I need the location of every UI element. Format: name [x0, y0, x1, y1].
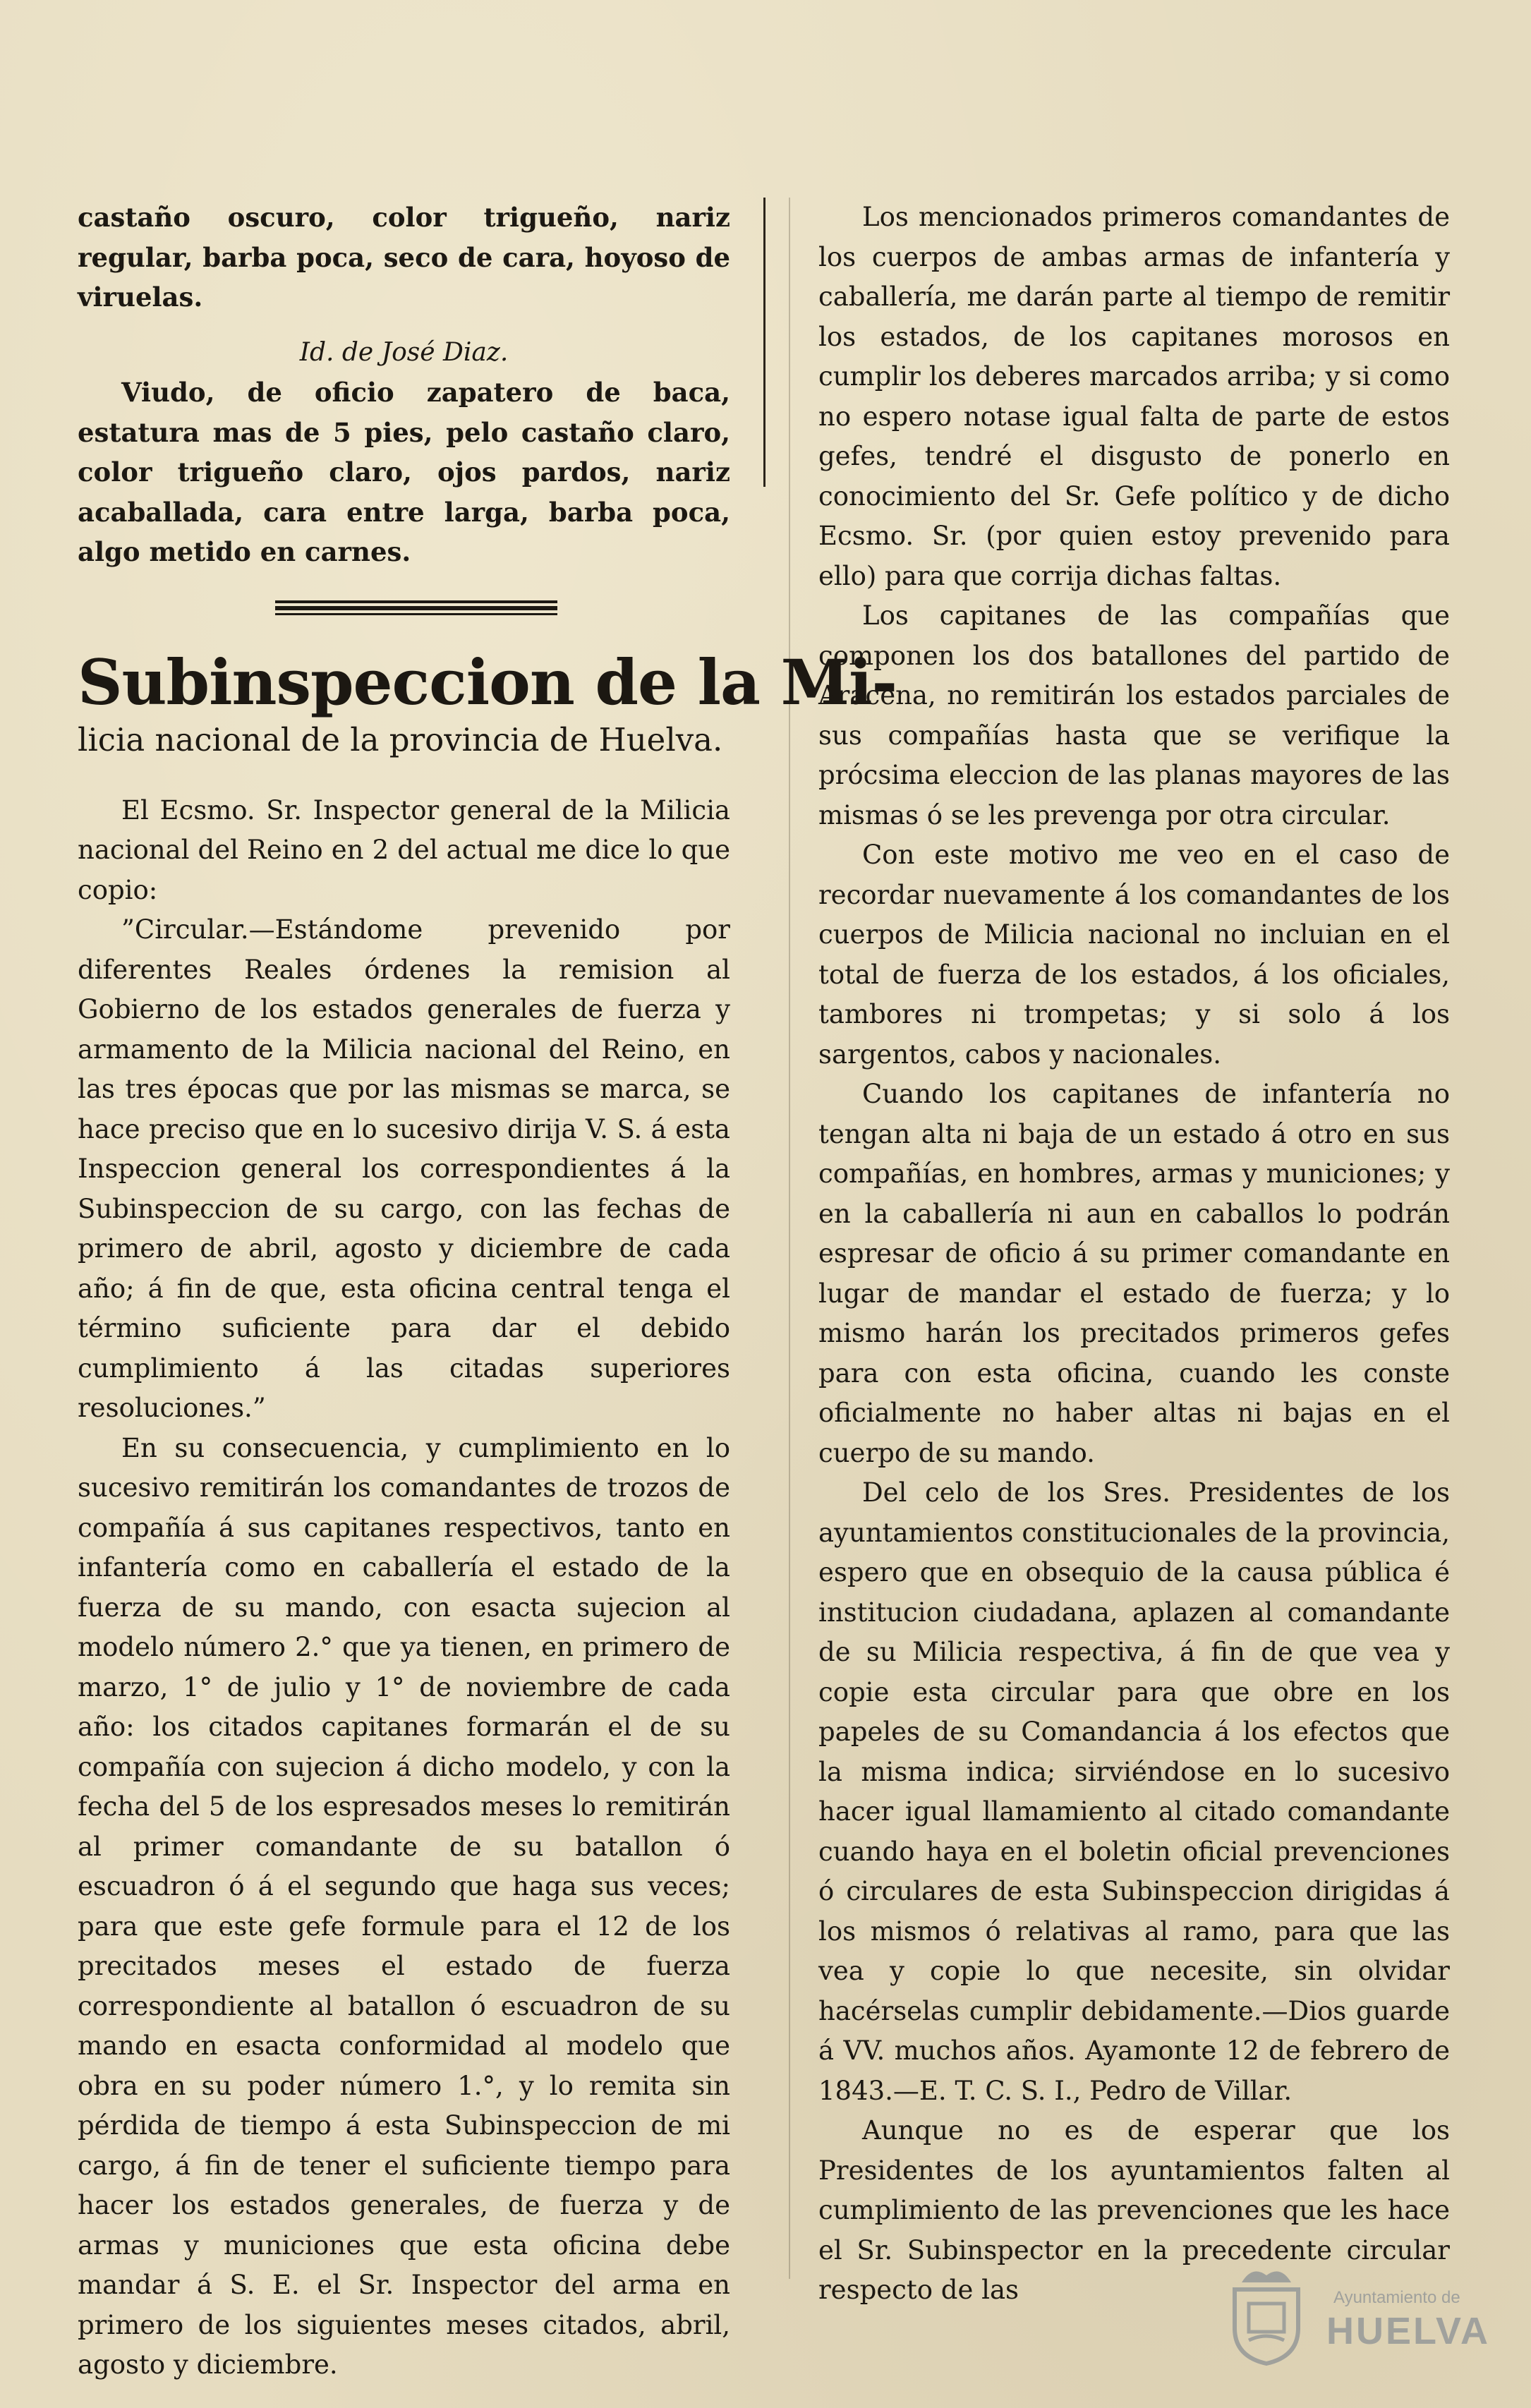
- right-column: [818, 198, 1450, 2311]
- paragraph: Del celo de los Sres. Presidentes de los ayuntamientos constitucionales de la provincia, espero que en obsequio de la causa pública é institucion ciudadana, aplazen al comandante de su Milicia respectiva, á fin de que vea y copie esta circular para que obre en los papeles de su Comandancia á los efectos que la misma indica; sirviéndose en lo sucesivo hacer igual llamamiento al citado comandante cuando haya en el boletin oficial prevenciones ó circulares de esta Subinspeccion dirigidas á los mismos ó relativas al ramo, para que las vea y copie lo que necesite, sin olvidar hacérselas cumplir debidamente.—Dios guarde á VV. muchos años. Ayamonte 12 de febrero de 1843.—E. T. C. S. I., Pedro de Villar.: [818, 1477, 1450, 2106]
- left-column: [78, 198, 897, 2385]
- watermark-line1: Ayuntamiento de: [1333, 2288, 1460, 2307]
- paragraph: El Ecsmo. Sr. Inspector general de la Milicia nacional del Reino en 2 del actual me dice lo que copio:: [78, 794, 730, 905]
- paragraph: Los capitanes de las compañías que componen los dos batallones del partido de Aracena, no remitirán los estados parciales de sus compañías hasta que se verifique la prócsima eleccion de las planas mayores de las mismas ó se les prevenga por otra circular.: [818, 600, 1450, 830]
- column-rule: [763, 198, 766, 487]
- paragraph: Con este motivo me veo en el caso de recordar nuevamente á los comandantes de los cuerpos de Milicia nacional no incluian en el total de fuerza de los estados, á los oficiales, tambores ni trompetas; y si solo á los sargentos, cabos y nacionales.: [818, 840, 1450, 1070]
- record-signature: Id. de José Diaz.: [299, 337, 509, 367]
- intro-text: castaño oscuro, color trigueño, nariz regular, barba poca, seco de cara, hoyoso de viruelas.: [78, 202, 730, 313]
- paragraph: Los mencionados primeros comandantes de los cuerpos de ambas armas de infantería y caballería, me darán parte al tiempo de remitir los estados, de los capitanes morosos en cumplir los deberes marcados arriba; y si como no espero notase igual falta de parte de estos gefes, tendré el disgusto de ponerlo en conocimiento del Sr. Gefe político y de dicho Ecsmo. Sr. (por quien estoy prevenido para ello) para que corrija dichas faltas.: [818, 202, 1450, 591]
- paragraph: En su consecuencia, y cumplimiento en lo sucesivo remitirán los comandantes de trozos de compañía á sus capitanes respectivos, tanto en infantería como en caballería el estado de la fuerza de su mando, con esacta sujecion al modelo número 2.° que ya tienen, en primero de marzo, 1° de julio y 1° de noviembre de cada año: los citados capitanes formarán el de su compañía con sujecion á dicho modelo, y con la fecha del 5 de los espresados meses lo remitirán al primer comandante de su batallon ó escuadron ó á el segundo que haga sus veces; para que este gefe formule para el 12 de los precitados meses el estado de fuerza correspondiente al batallon ó escuadron de su mando en esacta conformidad al modelo que obra en su poder número 1.°, y lo remita sin pérdida de tiempo á esta Subinspeccion de mi cargo, á fin de tener el suficiente tiempo para hacer los estados generales, de fuerza y de armas y municiones que esta oficina debe mandar á S. E. el Sr. Inspector del arma en primero de los siguientes meses citados, abril, agosto y diciembre.: [78, 1432, 730, 2380]
- section-heading: Subinspeccion de la Mi-: [78, 645, 897, 719]
- watermark-line2: HUELVA: [1326, 2310, 1490, 2352]
- huelva-watermark-logo: [1221, 2261, 1490, 2367]
- paragraph: Cuando los capitanes de infantería no tengan alta ni baja de un estado á otro en sus compañías, en hombres, armas y municiones; y en la caballería ni aun en caballos lo podrán espresar de oficio á su primer comandante en lugar de mandar el estado de fuerza; y lo mismo harán los precitados primeros gefes para con esta oficina, cuando les conste oficialmente no haber altas ni bajas en el cuerpo de su mando.: [818, 1079, 1450, 1468]
- record-description: Viudo, de oficio zapatero de baca, estatura mas de 5 pies, pelo castaño claro, color trigueño claro, ojos pardos, nariz acaballada, cara entre larga, barba poca, algo metido en carnes.: [78, 377, 730, 567]
- paragraph: Aunque no es de esperar que los Presidentes de los ayuntamientos falten al cumplimiento de las prevenciones que les hace el Sr. Subinspector en la precedente circular respecto de las: [818, 2115, 1450, 2305]
- section-separator: [78, 591, 730, 623]
- coat-of-arms-icon: [1221, 2261, 1312, 2367]
- paragraph: ”Circular.—Estándome prevenido por diferentes Reales órdenes la remision al Gobierno de los estados generales de fuerza y armamento de la Milicia nacional del Reino, en las tres épocas que por las mismas se marca, se hace preciso que en lo sucesivo dirija V. S. á esta Inspeccion general los correspondientes á la Subinspeccion de su cargo, con las fechas de primero de abril, agosto y diciembre de cada año; á fin de que, esta oficina central tenga el término suficiente para dar el debido cumplimiento á las citadas superiores resoluciones.”: [78, 914, 730, 1423]
- column-gutter-shadow: [789, 198, 790, 2279]
- section-subheading: licia nacional de la provincia de Huelva.: [78, 720, 723, 758]
